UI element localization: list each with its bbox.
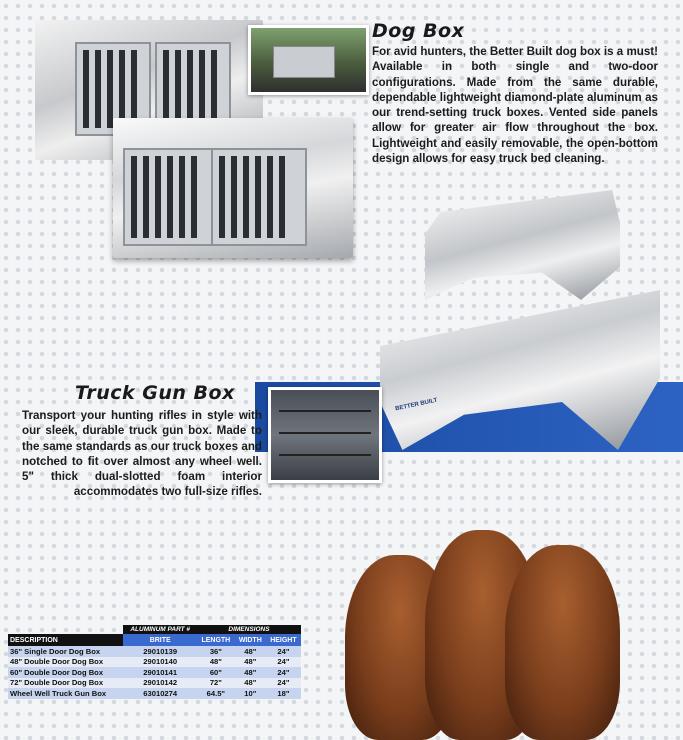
gun-box-title: Truck Gun Box: [75, 382, 235, 404]
col-brite: BRITE: [123, 634, 196, 646]
table-row: [8, 688, 301, 699]
col-height: HEIGHT: [266, 634, 301, 646]
foam-interior-photo: [268, 387, 382, 483]
group-header-part: ALUMINUM PART #: [123, 625, 196, 634]
cell-description: 36" Single Door Dog Box: [8, 646, 123, 657]
cell-length: 48": [197, 657, 235, 668]
cell-height: 24": [266, 678, 301, 689]
spec-table: [8, 625, 301, 699]
cell-width: 10": [235, 688, 266, 699]
cell-height: 24": [266, 646, 301, 657]
table-row: [8, 646, 301, 657]
vent-grille: [211, 148, 307, 246]
col-width: WIDTH: [235, 634, 266, 646]
table-row: [8, 657, 301, 668]
cell-brite: 29010142: [123, 678, 196, 689]
cell-brite: 29010139: [123, 646, 196, 657]
cell-length: 36": [197, 646, 235, 657]
bloodhound-right: [505, 545, 620, 740]
cell-length: 60": [197, 667, 235, 678]
cell-description: 72" Double Door Dog Box: [8, 678, 123, 689]
col-description: DESCRIPTION: [8, 634, 123, 646]
vent-grille: [123, 148, 219, 246]
cell-description: 60" Double Door Dog Box: [8, 667, 123, 678]
cell-width: 48": [235, 678, 266, 689]
cell-brite: 29010140: [123, 657, 196, 668]
cell-length: 72": [197, 678, 235, 689]
table-row: [8, 678, 301, 689]
cell-width: 48": [235, 657, 266, 668]
cell-height: 24": [266, 657, 301, 668]
dog-box-description: For avid hunters, the Better Built dog box is a must! Available in both single and two-door configurations. Made from the same durable, dependable lightweight diamond-plate aluminum as our trend-setting truck boxes. Vented side panels allow for greater air flow throughout the box. Lightweight and easily removable, the open-bottom design allows for easy truck bed cleaning.: [372, 45, 659, 166]
cell-description: Wheel Well Truck Gun Box: [8, 688, 123, 699]
cell-height: 18": [266, 688, 301, 699]
truck-with-dog-box-photo: [248, 25, 369, 95]
cell-description: 48" Double Door Dog Box: [8, 657, 123, 668]
brand-label: BETTER BUILT: [394, 397, 439, 413]
gun-box-photo-closed: [425, 190, 620, 300]
cell-width: 48": [235, 667, 266, 678]
col-length: LENGTH: [197, 634, 235, 646]
dog-box-title: Dog Box: [372, 20, 465, 42]
table-row: [8, 667, 301, 678]
cell-length: 64.5": [197, 688, 235, 699]
cell-brite: 63010274: [123, 688, 196, 699]
cell-brite: 29010141: [123, 667, 196, 678]
dog-box-photo-front: [113, 118, 353, 258]
cell-width: 48": [235, 646, 266, 657]
gun-box-description: Transport your hunting rifles in style with our sleek, durable truck gun box. Made to the same standards as our truck boxes and notched to fit over almost any wheel well. 5" thick dual-slotted foam interior accommodates two full-size rifles.: [22, 409, 262, 499]
cell-height: 24": [266, 667, 301, 678]
group-header-dimensions: DIMENSIONS: [197, 625, 301, 634]
